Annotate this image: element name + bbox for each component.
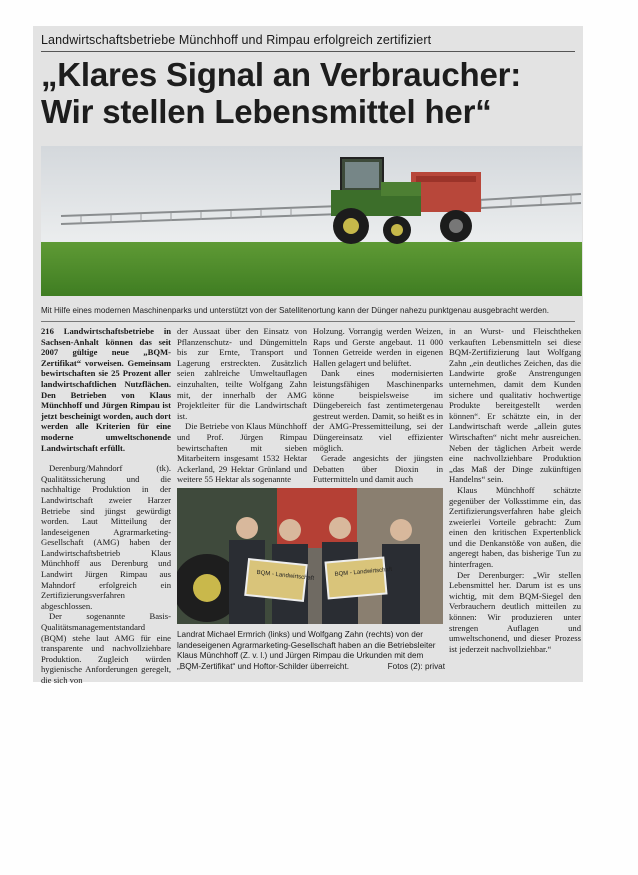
headline-line-1: „Klares Signal an Verbraucher: <box>41 56 522 93</box>
column-4 <box>449 326 581 654</box>
newspaper-clipping <box>33 26 583 685</box>
article-headline <box>41 56 521 130</box>
column-2-paragraph-1: der Aussaat über den Einsatz von Pflanzenschutz- und Düngemitteln bis zur Ernte, Transport und Lagerung erstreckten. Zusätzlich seien zahlreiche Umweltauflagen einzuhalten, teilte Wolfgang Zahn mit, der innerhalb der AMG Projektleiter für die Landwirtschaft ist. <box>177 326 307 421</box>
column-4-paragraph-2: Klaus Münchhoff schätzte gegenüber der Volksstimme ein, das Zertifizierungsverfahren habe gleich zweierlei Vorteile gebracht: Zum einen den kritischen Expertenblick und die Denkanstöße von außen, die angeregt haben, das bisherige Tun zu hinterfragen. <box>449 484 581 570</box>
column-3-paragraph-1: Holzung. Vorrangig werden Weizen, Raps und Gerste angebaut. 11 000 Tonnen Getreide werden in eigenen Hallen gelagert und belüftet. <box>313 326 443 368</box>
article-lead: 216 Landwirtschaftsbetriebe in Sachsen-Anhalt können das seit 2007 gültige neue „BQM-Zertifikat“ vorweisen. Gemeinsam bewirtschaften sie 25 Prozent aller landwirtschaftlichen Nutzflächen. Den Betrieben von Klaus Münchhoff und Jürgen Rimpau ist jetzt bescheinigt worden, auch dort werden alle Kriterien für eine moderne umweltschonende Landwirtschaft erfüllt. <box>41 326 171 453</box>
photo-credit: Fotos (2): privat <box>387 661 445 671</box>
headline-line-2: Wir stellen Lebensmittel her“ <box>41 93 492 130</box>
tractor-photo-caption: Mit Hilfe eines modernen Maschinenparks und unterstützt von der Satellitenortung kann der Dünger nahezu punktgenau ausgebracht werden. <box>41 306 549 315</box>
column-2-paragraph-2: Die Betriebe von Klaus Münchhoff und Prof. Jürgen Rimpau bewirtschaften mit sieben Mitarbeitern insgesamt 1532 Hektar Ackerland, 29 Hektar Grünland und weitere 55 Hektar als sogenannte <box>177 421 307 485</box>
column-2 <box>177 326 307 485</box>
plaque-2-text: BQM - Landwirtschaft <box>334 566 393 578</box>
plaque-1-text: BQM - Landwirtschaft <box>256 569 315 582</box>
column-1-paragraph-2: Der sogenannte Basis-Qualitätsmanagementstandard (BQM) stehe laut AMG für eine transparente und nachvollziehbare Produktion. Zugleich würden hygienische Anforderungen geregelt, die sich von <box>41 611 171 685</box>
award-photo <box>177 488 443 624</box>
column-1 <box>41 326 171 686</box>
column-4-paragraph-1: in an Wurst- und Fleischtheken verkauften Lebensmitteln sei diese BQM-Zertifizierung laut Wolfgang Zahn „ein deutliches Zeichen, das die Landwirte große Anstrengungen unternehmen, damit dem Kunden sichere und qualitativ hochwertige Produkte bereitgestellt werden können“. Er schätzte ein, in der Landwirtschaft werde „allein gutes Wirtschaften“ nicht mehr ausreichen. Neben der täglichen Arbeit werde eine nachvollziehbare Produktion „das Maß der Dinge zukünftigen Handelns“ sein. <box>449 326 581 485</box>
column-3 <box>313 326 443 485</box>
award-photo-caption <box>177 630 445 672</box>
caption-divider <box>41 321 575 322</box>
award-caption-text: Landrat Michael Ermrich (links) und Wolfgang Zahn (rechts) von der landeseigenen Agrarmarketing-Gesellschaft haben an die Betriebsleiter Klaus Münchhoff (Z. v. l.) und Jürgen Rimpau die Urkunden mit dem „BQM-Zertifikat“ und Hoftor-Schilder überreicht. <box>177 630 436 671</box>
kicker-divider <box>41 51 575 52</box>
column-3-paragraph-3: Gerade angesichts der jüngsten Debatten über Dioxin in Futtermitteln und damit auch <box>313 453 443 485</box>
tractor-photo <box>41 146 582 296</box>
column-3-paragraph-2: Dank eines modernisierten leistungsfähigen Maschinenparks könne beispielsweise im Düngebereich fast zentimetergenau gestreut werden. Damit, so heißt es in der AMG-Pressemitteilung, sei der Düngereinsatz viel effizienter möglich. <box>313 368 443 453</box>
article-kicker: Landwirtschaftsbetriebe Münchhoff und Rimpau erfolgreich zertifiziert <box>41 33 432 47</box>
column-1-paragraph-1: Derenburg/Mahndorf (tk). Qualitätssicherung und die nachhaltige Produktion in der Landwirtschaft zweier Harzer Betriebe sind jüngst gewürdigt worden. Laut Mitteilung der landeseigenen Agrarmarketing-Gesellschaft (AMG) haben der Landwirtschaftsbetrieb Klaus Münchhoff aus Derenburg und Landwirt Jürgen Rimpau aus Mahndorf erfolgreich ein Zertifizierungsverfahren abgeschlossen. <box>41 463 171 611</box>
column-4-paragraph-3: Der Derenburger: „Wir stellen Lebensmittel her. Darum ist es uns wichtig, mit dem BQM-Siegel den Verbrauchern deutlich mitteilen zu können: Wir produzieren unter strengen Auflagen und umweltschonend, und dieser Prozess ist jederzeit nachvollziehbar.“ <box>449 569 581 654</box>
